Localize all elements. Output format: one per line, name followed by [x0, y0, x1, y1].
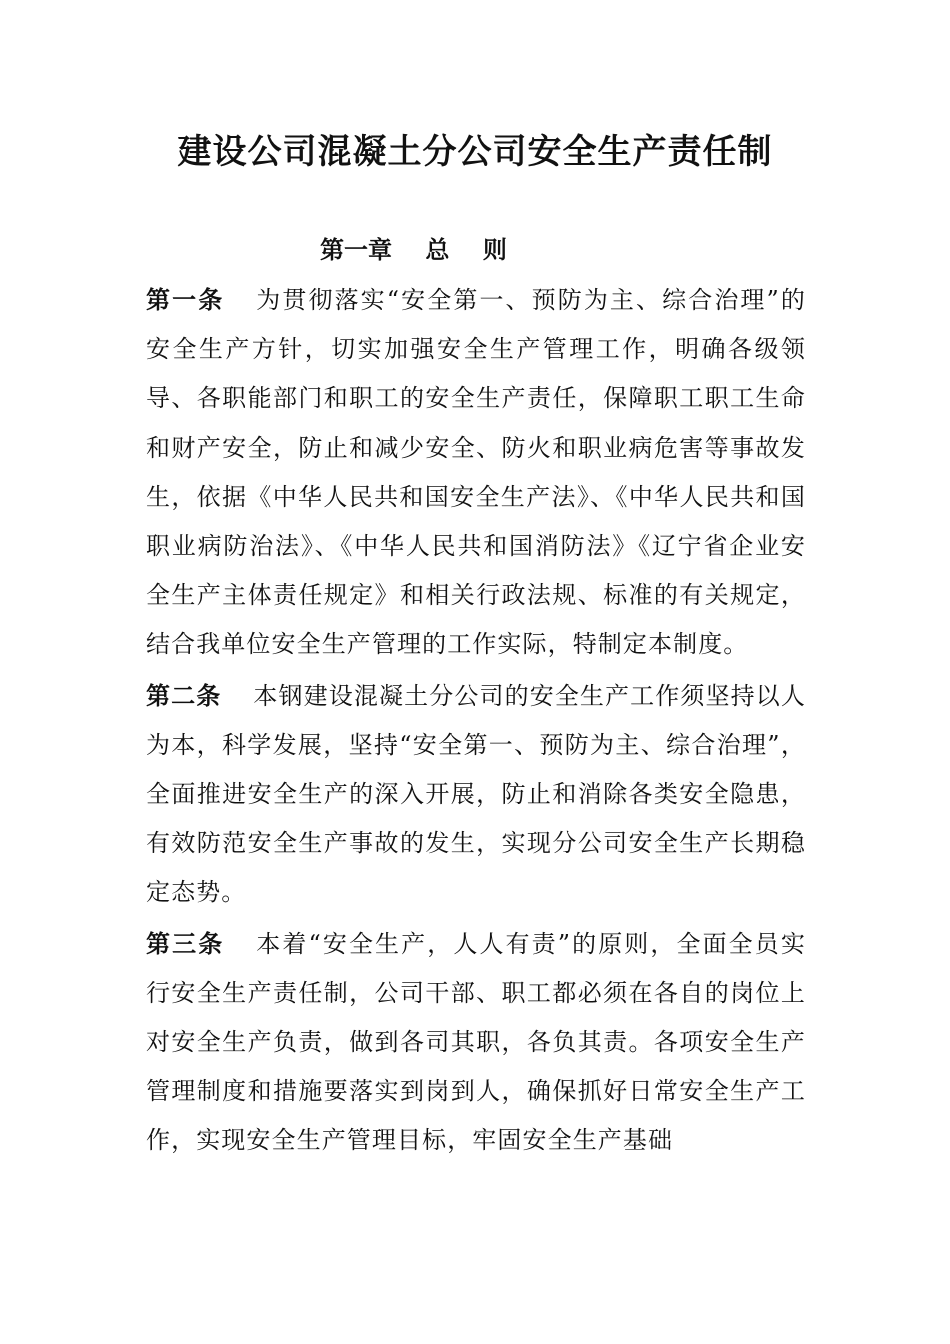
- article-label: 第二条: [146, 681, 222, 710]
- article-text: 为贯彻落实“安全第一、预防为主、综合治理”的安全生产方针，切实加强安全生产管理工作，明确各级领导、各职能部门和职工的安全生产责任，保障职工职工生命和财产安全，防止和减少安全、防火和职业病危害等事故发生，依据《中华人民共和国安全生产法》、《中华人民共和国职业病防治法》、《中华人民共和国消防法》《辽宁省企业安全生产主体责任规定》和相关行政法规、标准的有关规定，结合我单位安全生产管理的工作实际，特制定本制度。: [146, 286, 806, 659]
- article-3: [146, 920, 806, 1166]
- article-text: 本钢建设混凝土分公司的安全生产工作须坚持以人为本，科学发展，坚持“安全第一、预防为主、综合治理”，全面推进安全生产的深入开展，防止和消除各类安全隐患，有效防范安全生产事故的发生，实现分公司安全生产长期稳定态势。: [146, 681, 806, 907]
- article-label: 第一条: [146, 286, 225, 314]
- article-1: [146, 276, 806, 670]
- article-text: 本着“安全生产，人人有责”的原则，全面全员实行安全生产责任制，公司干部、职工都必须在各自的岗位上对安全生产负责，做到各司其职，各负其责。各项安全生产管理制度和措施要落实到岗到人，确保抓好日常安全生产工作，实现安全生产管理目标，牢固安全生产基础: [146, 929, 806, 1155]
- article-2: [146, 672, 806, 918]
- article-label: 第三条: [146, 929, 225, 958]
- document-title: 建设公司混凝土分公司安全生产责任制: [177, 132, 773, 172]
- chapter-heading: 第一章 总 则: [320, 235, 507, 264]
- document-body: [146, 276, 806, 1168]
